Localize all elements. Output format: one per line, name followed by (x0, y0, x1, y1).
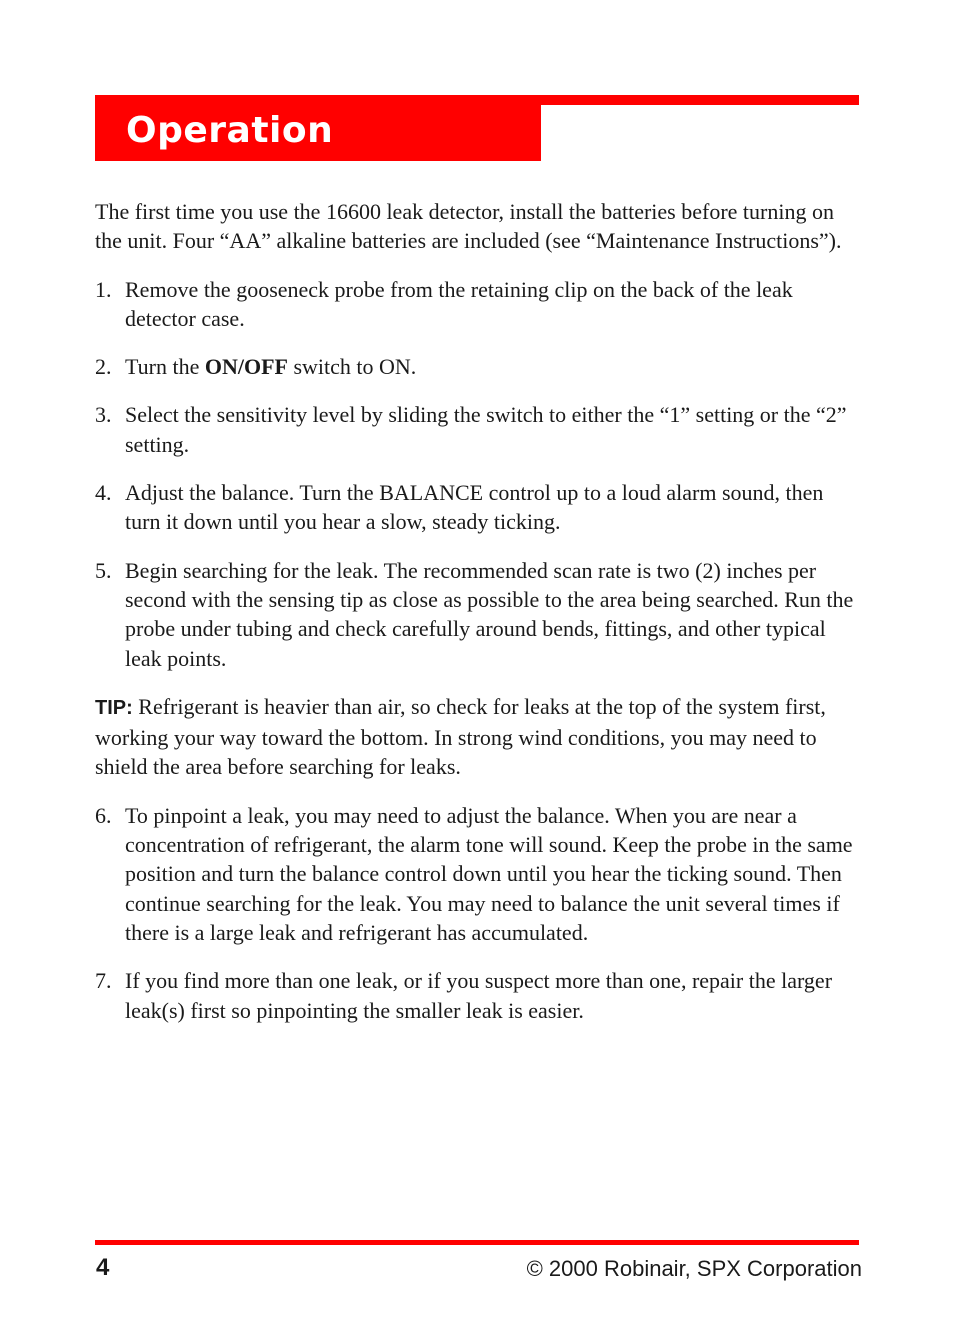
step-number: 6. (95, 802, 112, 828)
copyright-notice: © 2000 Robinair, SPX Corporation (526, 1256, 862, 1281)
page-title: Operation (126, 110, 334, 151)
body-content (95, 197, 859, 1044)
footer-rule (95, 1240, 859, 1245)
page-number: 4 (96, 1254, 110, 1281)
step-text: Remove the gooseneck probe from the retaining clip on the back of the leak detector case. (125, 276, 793, 331)
step-item (95, 275, 859, 334)
step-number: 5. (95, 557, 112, 583)
step-item (95, 556, 859, 673)
switch-name: ON/OFF (204, 354, 288, 380)
step-text: If you find more than one leak, or if you suspect more than one, repair the larger leak(s) first so pinpointing the smaller leak is easier. (125, 968, 833, 1023)
step-number: 1. (95, 276, 112, 302)
step-text-pre: Turn the (125, 354, 205, 380)
step-item (95, 966, 859, 1025)
tip-paragraph (95, 692, 859, 782)
step-text-post: switch to ON. (287, 354, 417, 380)
step-number: 2. (95, 354, 112, 380)
tip-text: Refrigerant is heavier than air, so check for leaks at the top of the system first, working your way toward the bottom. In strong wind conditions, you may need to shield the area before searching for leaks. (95, 693, 826, 780)
step-number: 7. (95, 968, 112, 994)
step-number: 3. (95, 402, 112, 428)
step-item (95, 400, 859, 459)
step-text: Begin searching for the leak. The recommended scan rate is two (2) inches per second with the sensing tip as close as possible to the area being searched. Run the probe under tubing and check carefully around bends, fittings, and other typical leak points. (125, 557, 854, 671)
step-text: To pinpoint a leak, you may need to adjust the balance. When you are near a concentration of refrigerant, the alarm tone will sound. Keep the probe in the same position and turn the balance control down until you hear the ticking sound. Then continue searching for the leak. You may need to balance the unit several times if there is a large leak and refrigerant has accumulated. (125, 802, 853, 945)
tip-label: TIP: (95, 696, 133, 719)
step-text (125, 352, 859, 381)
step-item (95, 352, 859, 381)
step-item (95, 478, 859, 537)
step-number: 4. (95, 480, 112, 506)
step-text: Select the sensitivity level by sliding the switch to either the “1” setting or the “2” setting. (125, 402, 847, 457)
step-item (95, 801, 859, 947)
intro-paragraph: The first time you use the 16600 leak detector, install the batteries before turning on the unit. Four “AA” alkaline batteries are included (see “Maintenance Instructions”). (95, 199, 842, 254)
step-text: Adjust the balance. Turn the BALANCE control up to a loud alarm sound, then turn it down until you hear a slow, steady ticking. (125, 480, 824, 535)
